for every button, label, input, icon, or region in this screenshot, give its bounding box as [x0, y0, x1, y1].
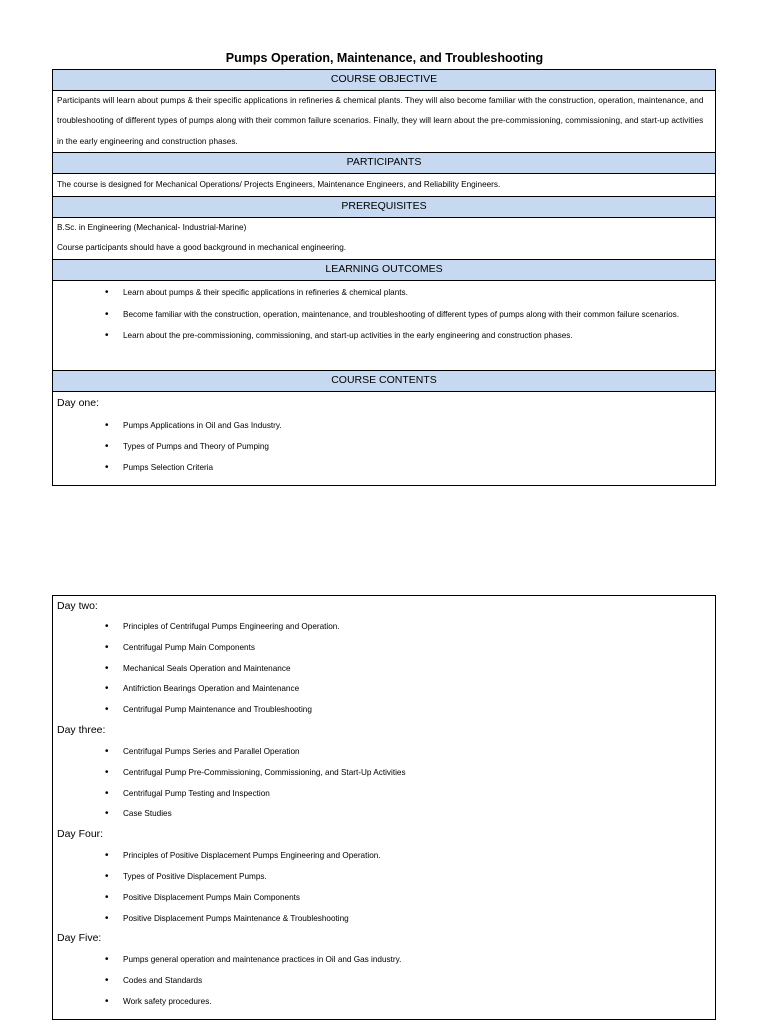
- section-heading-course-contents: COURSE CONTENTS: [53, 370, 715, 392]
- list-item: • Centrifugal Pumps Series and Parallel Operation: [53, 742, 715, 763]
- day-topic-list: [53, 844, 715, 929]
- list-item: • Case Studies: [53, 804, 715, 825]
- day-heading: Day Five:: [57, 932, 102, 945]
- list-item: • Positive Displacement Pumps Maintenance & Troubleshooting: [53, 909, 715, 930]
- list-item: • Antifriction Bearings Operation and Maintenance: [53, 679, 715, 700]
- section-heading-learning-outcomes: LEARNING OUTCOMES: [53, 259, 715, 281]
- list-item: • Positive Displacement Pumps Main Components: [53, 888, 715, 909]
- list-item: • Pumps Selection Criteria: [53, 458, 715, 479]
- list-item: • Centrifugal Pump Maintenance and Troubleshooting: [53, 700, 715, 721]
- list-item: • Pumps general operation and maintenance practices in Oil and Gas industry.: [53, 950, 715, 971]
- list-item: • Learn about the pre-commissioning, commissioning, and start-up activities in the early engineering and construction phases.: [53, 325, 715, 347]
- list-item: • Pumps Applications in Oil and Gas Industry.: [53, 416, 715, 437]
- list-item: • Codes and Standards: [53, 971, 715, 992]
- objective-text: Participants will learn about pumps & their specific applications in refineries & chemical plants. They will also become familiar with the construction, operation, maintenance, and troubleshooting of different types of pumps along with their common failure scenarios. Finally, they will learn about the pre-commissioning, commissioning, and start-up activities in the early engineering and construction phases.: [57, 96, 704, 146]
- day-topic-list: [53, 948, 715, 1012]
- page-title: Pumps Operation, Maintenance, and Troubleshooting: [225, 51, 544, 65]
- day-heading: Day Four:: [57, 828, 104, 841]
- list-item: • Types of Pumps and Theory of Pumping: [53, 437, 715, 458]
- section-heading-participants: PARTICIPANTS: [53, 152, 715, 174]
- day-topic-list: [53, 413, 715, 478]
- list-item: • Centrifugal Pump Testing and Inspection: [53, 784, 715, 805]
- section-heading-objective: COURSE OBJECTIVE: [53, 70, 715, 91]
- course-contents-continued: [52, 595, 716, 1020]
- list-item: • Centrifugal Pump Pre-Commissioning, Commissioning, and Start-Up Activities: [53, 763, 715, 784]
- list-item: • Principles of Positive Displacement Pumps Engineering and Operation.: [53, 846, 715, 867]
- day-heading: Day two:: [57, 600, 98, 612]
- prerequisite-line: B.Sc. in Engineering (Mechanical- Industrial-Marine): [57, 223, 247, 232]
- list-item: • Principles of Centrifugal Pumps Engineering and Operation.: [53, 617, 715, 638]
- list-item: • Become familiar with the construction, operation, maintenance, and troubleshooting of different types of pumps along with their common failure scenarios.: [53, 304, 715, 326]
- day-heading: Day one:: [57, 397, 100, 409]
- prerequisite-line: Course participants should have a good background in mechanical engineering.: [57, 243, 347, 252]
- learning-outcomes-list: [53, 281, 715, 370]
- list-item: • Centrifugal Pump Main Components: [53, 638, 715, 659]
- list-item: • Mechanical Seals Operation and Maintenance: [53, 659, 715, 680]
- list-item: • Work safety procedures.: [53, 992, 715, 1013]
- participants-text: The course is designed for Mechanical Operations/ Projects Engineers, Maintenance Engineers, and Reliability Engineers.: [57, 180, 501, 189]
- course-info-table: [52, 69, 716, 486]
- section-heading-prerequisites: PREREQUISITES: [53, 196, 715, 218]
- day-heading: Day three:: [57, 723, 106, 736]
- day-topic-list: [53, 616, 715, 721]
- list-item: • Types of Positive Displacement Pumps.: [53, 867, 715, 888]
- list-item: • Learn about pumps & their specific applications in refineries & chemical plants.: [53, 282, 715, 304]
- day-topic-list: [53, 740, 715, 825]
